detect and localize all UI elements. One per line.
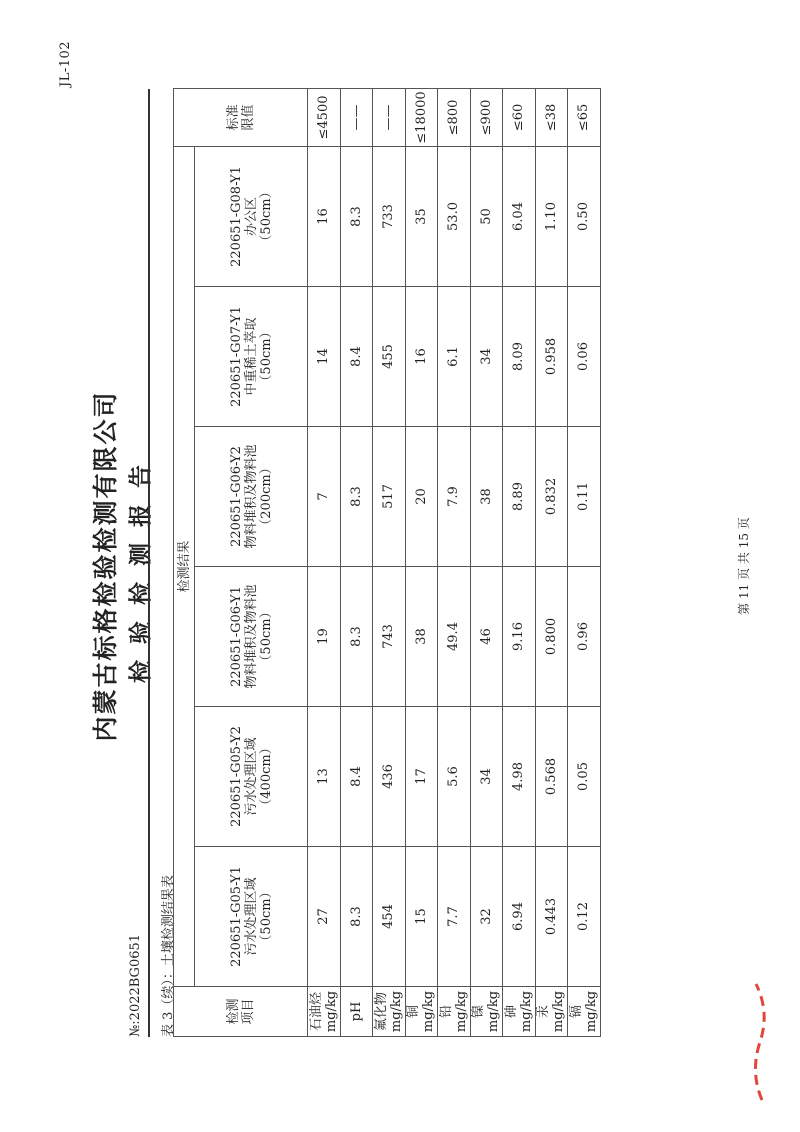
result-value-cell: 15 [405,847,438,987]
result-value-cell: 0.568 [535,707,568,847]
sample-column-header: 220651-G07-Y1 中重稀土萃取 （50cm） [195,287,308,427]
result-value-cell: 0.800 [535,567,568,707]
limit-value-cell: ≤60 [503,88,536,146]
results-group-header: 检测结果 [174,146,195,986]
result-value-cell: 6.1 [438,287,471,427]
table-row [340,88,373,1036]
sample-column-header: 220651-G06-Y1 物料堆积及物料池 （50cm） [195,567,308,707]
limit-value-cell: ≤900 [470,88,503,146]
result-value-cell: 8.4 [340,707,373,847]
limit-header: 标准 限值 [174,88,308,146]
result-value-cell: 49.4 [438,567,471,707]
row-item-label: 砷 mg/kg [503,987,536,1037]
result-value-cell: 0.443 [535,847,568,987]
table-row [535,88,568,1036]
result-value-cell: 9.16 [503,567,536,707]
result-value-cell: 38 [405,567,438,707]
result-value-cell: 0.12 [568,847,601,987]
result-value-cell: 8.3 [340,427,373,567]
table-row [568,88,601,1036]
sample-column-header: 220651-G05-Y1 污水处理区域 （50cm） [195,847,308,987]
table-row [503,88,536,1036]
result-value-cell: 35 [405,146,438,286]
result-value-cell: 1.10 [535,146,568,286]
header-divider [148,89,150,1037]
result-value-cell: 0.958 [535,287,568,427]
result-value-cell: 743 [373,567,406,707]
result-value-cell: 53.0 [438,146,471,286]
table-caption: 表 3（续）：土壤检测结果表 [161,875,176,1037]
limit-value-cell: ≤65 [568,88,601,146]
result-value-cell: 8.3 [340,847,373,987]
result-value-cell: 27 [308,847,341,987]
result-value-cell: 7.9 [438,427,471,567]
result-value-cell: 517 [373,427,406,567]
result-value-cell: 8.3 [340,567,373,707]
row-item-label: 石油烃 mg/kg [308,987,341,1037]
result-value-cell: 0.96 [568,567,601,707]
result-value-cell: 436 [373,707,406,847]
row-item-label: pH [340,987,373,1037]
report-title: 检验检测报告 [127,449,154,683]
limit-value-cell: ≤38 [535,88,568,146]
result-value-cell: 6.94 [503,847,536,987]
sample-column-header: 220651-G06-Y2 物料堆积及物料池 （200cm） [195,427,308,567]
result-value-cell: 19 [308,567,341,707]
row-item-label: 铜 mg/kg [405,987,438,1037]
result-value-cell: 14 [308,287,341,427]
item-header: 检测 项目 [174,987,308,1037]
table-row [470,88,503,1036]
result-value-cell: 6.04 [503,146,536,286]
row-item-label: 镍 mg/kg [470,987,503,1037]
soil-results-table [173,88,601,1037]
result-value-cell: 46 [470,567,503,707]
table-row [438,88,471,1036]
result-value-cell: 733 [373,146,406,286]
sample-header-row [195,88,308,1036]
table-row [373,88,406,1036]
result-value-cell: 0.11 [568,427,601,567]
result-value-cell: 38 [470,427,503,567]
result-value-cell: 34 [470,287,503,427]
result-value-cell: 5.6 [438,707,471,847]
report-number: №:2022BG0651 [128,933,143,1037]
result-value-cell: 32 [470,847,503,987]
stamp-fragment-mark [742,982,772,1102]
limit-value-cell: —— [373,88,406,146]
table-row [405,88,438,1036]
result-value-cell: 13 [308,707,341,847]
row-item-label: 铅 mg/kg [438,987,471,1037]
result-value-cell: 8.89 [503,427,536,567]
result-value-cell: 8.4 [340,287,373,427]
table-row [308,88,341,1036]
company-name: 内蒙古标格检验检测有限公司 [91,390,120,742]
result-value-cell: 16 [405,287,438,427]
result-value-cell: 0.05 [568,707,601,847]
result-value-cell: 455 [373,287,406,427]
result-value-cell: 4.98 [503,707,536,847]
sample-column-header: 220651-G05-Y2 污水处理区域 （400cm） [195,707,308,847]
row-item-label: 汞 mg/kg [535,987,568,1037]
result-value-cell: 17 [405,707,438,847]
limit-value-cell: ≤18000 [405,88,438,146]
result-value-cell: 0.50 [568,146,601,286]
result-value-cell: 8.3 [340,146,373,286]
result-value-cell: 7 [308,427,341,567]
document-code: JL-102 [58,40,73,87]
result-value-cell: 454 [373,847,406,987]
row-item-label: 镉 mg/kg [568,987,601,1037]
result-value-cell: 20 [405,427,438,567]
sample-column-header: 220651-G08-Y1 办公区 （50cm） [195,146,308,286]
limit-value-cell: —— [340,88,373,146]
result-value-cell: 50 [470,146,503,286]
result-value-cell: 0.832 [535,427,568,567]
result-value-cell: 0.06 [568,287,601,427]
result-value-cell: 8.09 [503,287,536,427]
result-value-cell: 34 [470,707,503,847]
row-item-label: 氟化物 mg/kg [373,987,406,1037]
limit-value-cell: ≤4500 [308,88,341,146]
limit-value-cell: ≤800 [438,88,471,146]
results-body [308,88,601,1036]
result-value-cell: 7.7 [438,847,471,987]
page-number: 第 11 页 共 15 页 [737,517,751,615]
result-value-cell: 16 [308,146,341,286]
